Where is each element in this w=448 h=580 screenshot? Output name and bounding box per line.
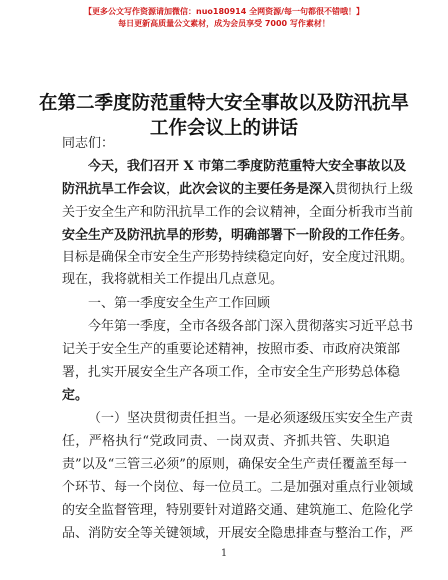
page-number: 1	[220, 548, 228, 559]
body-text: 安全生产及防汛抗旱的形势，明确部署下一阶段的工作任务	[62, 228, 401, 243]
body-line	[62, 387, 390, 404]
body-line	[62, 341, 401, 358]
body-text: 品、消防安全等关键领域，开展安全隐患排查与整治工作，严	[62, 526, 414, 541]
body-text: 定。	[62, 388, 89, 403]
body-line	[62, 204, 414, 221]
body-text: 此次会议的主要任务是深入	[179, 182, 336, 197]
body-text: 目标是确保全市安全生产形势持续稳定向好，安全度过汛期。	[62, 250, 414, 265]
body-line	[62, 479, 414, 496]
body-text: 贯彻执行上级	[335, 182, 414, 197]
body-line	[88, 158, 407, 175]
body-line	[62, 502, 414, 519]
section-heading	[88, 295, 390, 312]
body-line	[62, 456, 407, 473]
body-text: 记关于安全生产的重要论述精神，按照市委、市政府决策部	[62, 342, 401, 357]
body-text: 个环节、每一个岗位、每一位员工。二是加强对重点行业领域	[62, 480, 414, 495]
body-text: 责”以及“三管三必须”的原则，确保安全生产责任覆盖至每一	[62, 457, 407, 472]
body-line	[62, 227, 414, 244]
body-text: 关于安全生产和防汛抗旱工作的会议精神，全面分析我市当前	[62, 205, 414, 220]
body-line	[62, 364, 401, 381]
promo-banner-line-2: 每日更新高质量公文素材，成为会员享受 7000 写作素材！	[118, 19, 330, 28]
body-text: 今年第一季度，全市各级各部门深入贯彻落实习近平总书	[88, 319, 414, 334]
document-title-line-1: 在第二季度防范重特大安全事故以及防汛抗旱	[38, 93, 409, 114]
salutation: 同志们：	[62, 136, 115, 151]
body-line	[62, 249, 414, 266]
body-text: 防汛抗旱工作会议	[62, 182, 167, 197]
document-title-line-2: 工作会议上的讲话	[149, 118, 298, 139]
body-text: 。	[400, 228, 414, 243]
body-text: 署，扎实开展安全生产各项工作，全市安全生产形势总体稳	[62, 365, 401, 380]
body-line	[62, 271, 390, 288]
body-text: 的安全监督管理，特别要针对道路交通、建筑施工、危险化学	[62, 503, 414, 518]
body-line	[62, 525, 414, 542]
body-line	[62, 433, 390, 450]
body-text: 一、第一季度安全生产工作回顾	[88, 296, 271, 311]
body-text: 现在，我将就相关工作提出几点意见。	[62, 272, 284, 287]
subsection-line	[88, 410, 414, 427]
body-text: 今天，我们召开 X 市第二季度防范重特大安全事故以及	[88, 159, 407, 174]
body-text: 任，严格执行“党政同责、一岗双责、齐抓共管、失职追	[62, 434, 390, 449]
body-text: （一）坚决贯彻责任担当。一是必须逐级压实安全生产责	[88, 411, 414, 426]
promo-banner-line-1: 【更多公文写作资源请加微信：nuo180914 全网资源/每一句都很不错哦！】	[84, 7, 364, 16]
body-line	[62, 181, 414, 198]
body-line	[88, 318, 414, 335]
body-text: ，	[166, 182, 180, 197]
